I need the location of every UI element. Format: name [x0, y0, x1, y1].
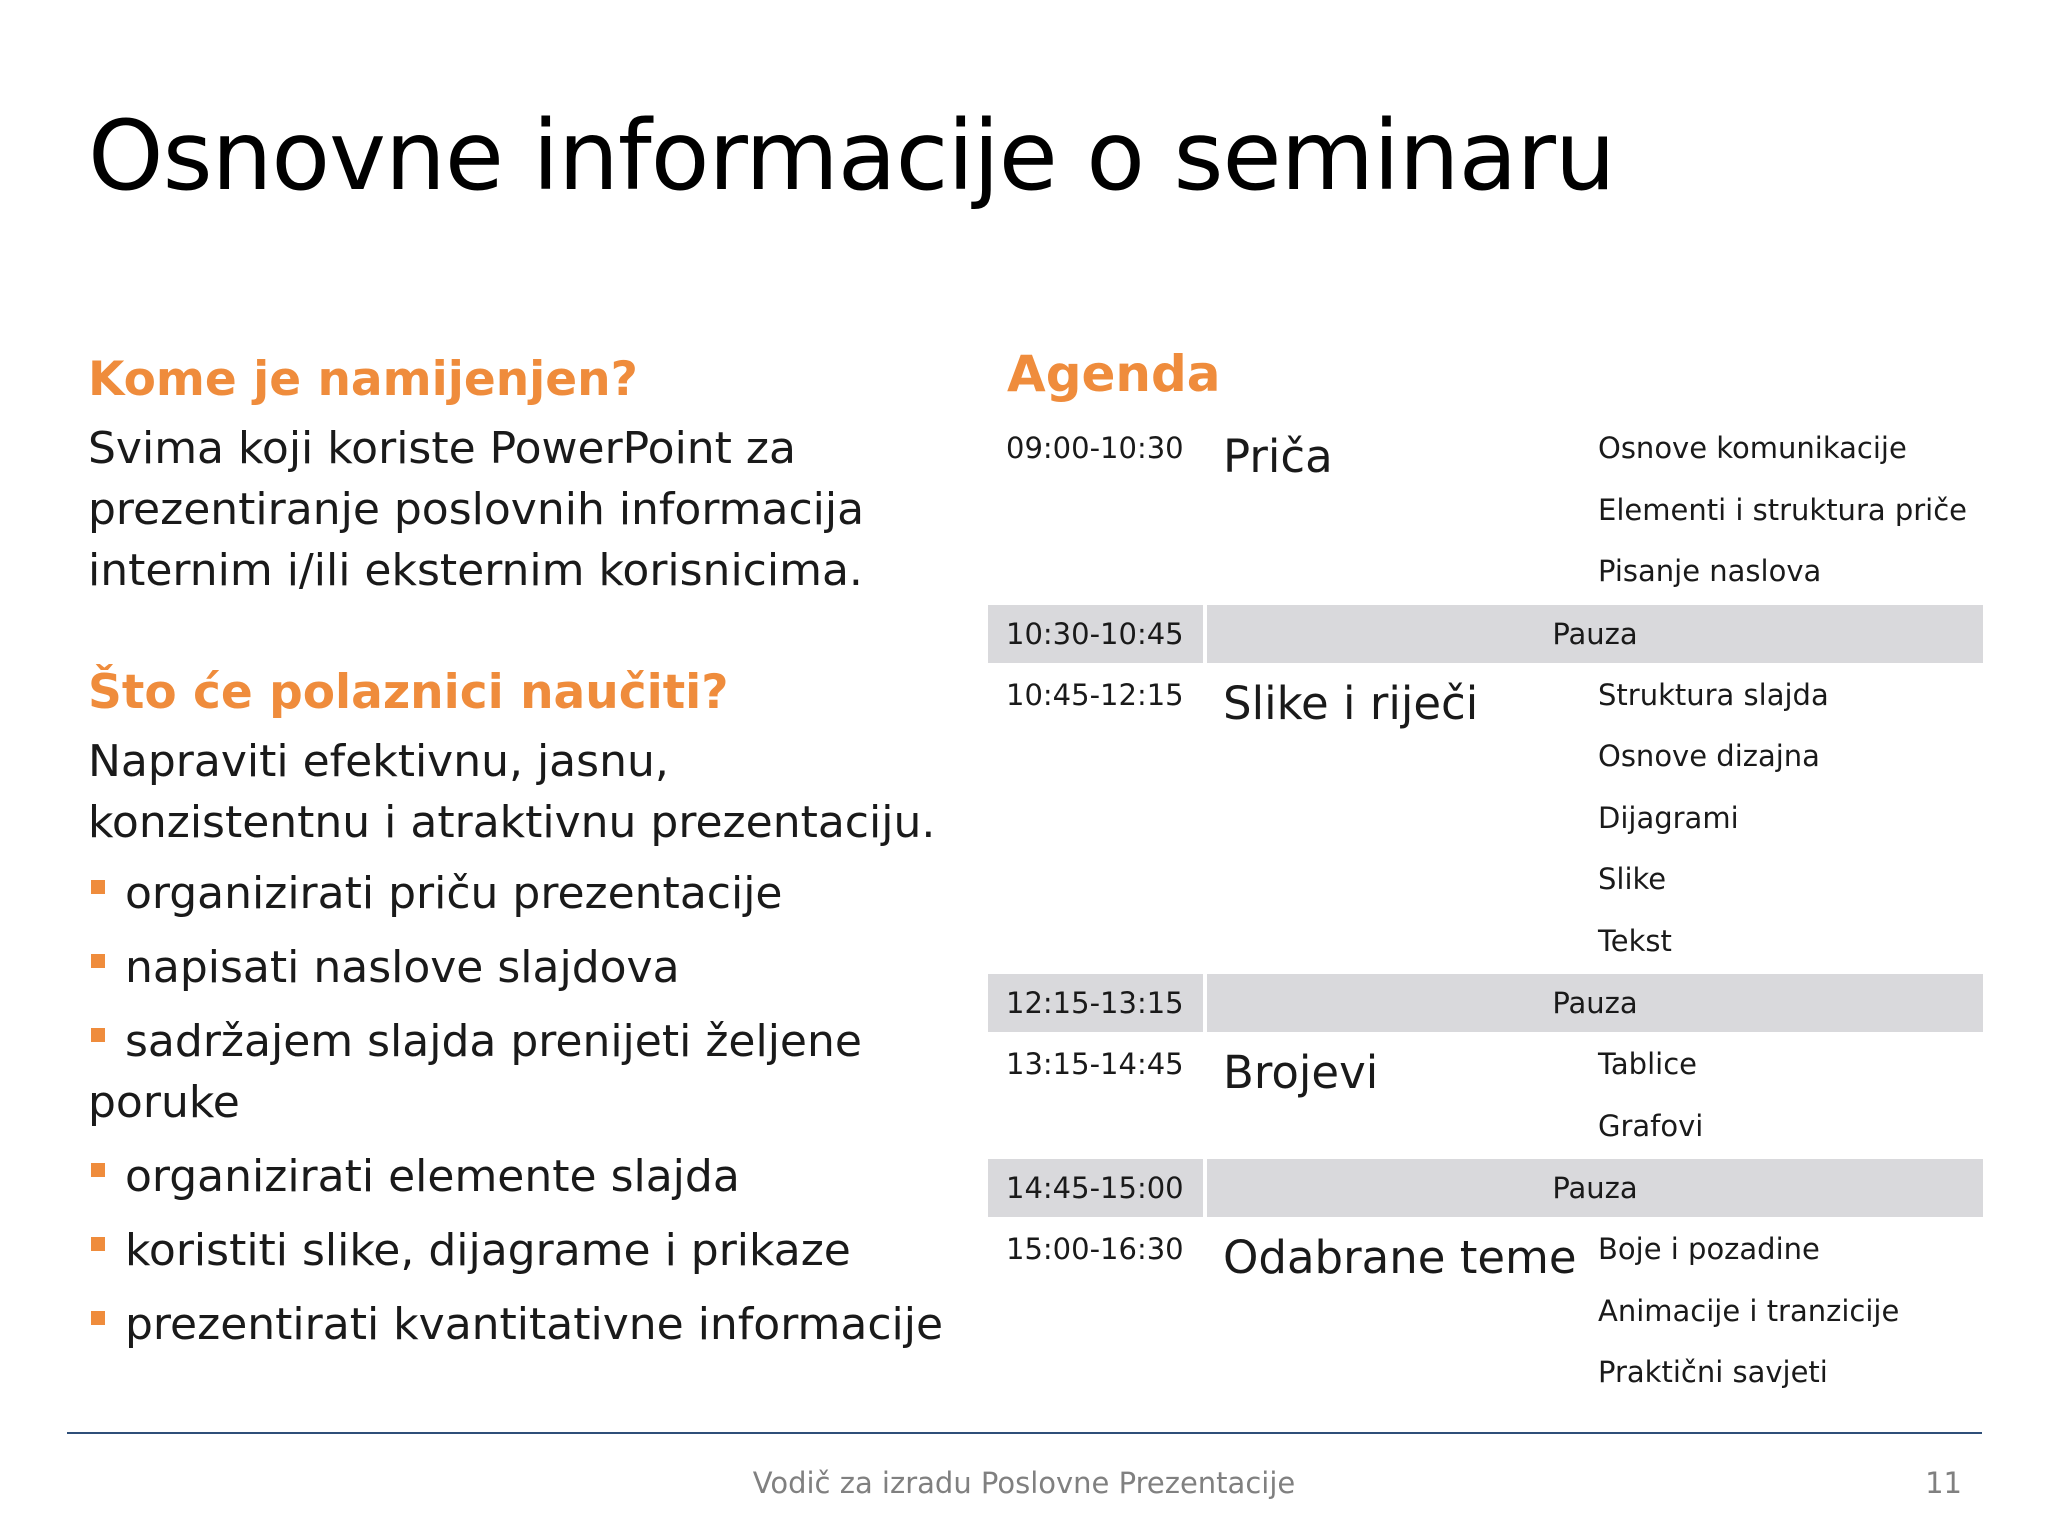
list-item-text: prezentirati kvantitativne informacije	[125, 1299, 944, 1350]
list-item-text: sadržajem slajda prenijeti željene poruke	[88, 1016, 862, 1128]
agenda-break	[988, 605, 1983, 663]
learning-text: Napraviti efektivnu, jasnu, konzistentnu i atraktivnu prezentaciju.	[88, 736, 936, 848]
session-topic: Brojevi	[1223, 1046, 1379, 1099]
subtopic: Grafovi	[1598, 1108, 1704, 1143]
subtopic: Pisanje naslova	[1598, 554, 1822, 588]
agenda-session	[988, 1034, 1983, 1157]
subtopic: Tekst	[1598, 923, 1672, 958]
break-label: Pauza	[1207, 974, 1983, 1032]
page-number: 11	[1925, 1466, 1962, 1500]
session-subtopics	[1583, 1219, 1983, 1404]
square-bullet-icon	[91, 880, 105, 894]
subtopic: Praktični savjeti	[1598, 1355, 1828, 1389]
break-label: Pauza	[1207, 605, 1983, 663]
subtopic: Dijagrami	[1598, 800, 1739, 835]
footer-divider	[67, 1432, 1982, 1434]
session-time: 10:45-12:15	[1006, 677, 1184, 712]
list-item	[88, 1146, 958, 1207]
learning-heading: Što će polaznici naučiti?	[88, 665, 729, 720]
break-time: 14:45-15:00	[988, 1159, 1203, 1217]
slide-title: Osnovne informacije o seminaru	[88, 100, 1615, 212]
break-time: 10:30-10:45	[988, 605, 1203, 663]
subtopic: Slike	[1598, 862, 1667, 896]
list-item-text: napisati naslove slajdova	[125, 942, 680, 993]
footer-text: Vodič za izradu Poslovne Prezentacije	[752, 1466, 1296, 1500]
subtopic: Tablice	[1598, 1047, 1697, 1081]
square-bullet-icon	[91, 954, 105, 968]
subtopic: Boje i pozadine	[1598, 1232, 1820, 1266]
agenda-session	[988, 418, 1983, 603]
subtopic: Osnove komunikacije	[1598, 431, 1907, 465]
subtopic: Elementi i struktura priče	[1598, 492, 1968, 527]
agenda-table	[988, 418, 1983, 1404]
list-item	[88, 1220, 958, 1281]
subtopic: Animacije i tranzicije	[1598, 1293, 1900, 1328]
list-item-text: organizirati priču prezentacije	[125, 868, 783, 919]
session-subtopics	[1583, 1034, 1983, 1157]
list-item	[88, 1294, 958, 1355]
session-time: 09:00-10:30	[1006, 431, 1184, 465]
session-time: 15:00-16:30	[1006, 1232, 1184, 1266]
square-bullet-icon	[91, 1028, 105, 1042]
session-subtopics	[1583, 665, 1983, 973]
subtopic: Struktura slajda	[1598, 677, 1829, 712]
session-topic: Odabrane teme	[1223, 1231, 1577, 1284]
list-item	[88, 937, 958, 998]
agenda-session	[988, 665, 1983, 973]
list-item-text: koristiti slike, dijagrame i prikaze	[125, 1225, 851, 1276]
audience-section	[88, 350, 958, 1368]
agenda-break	[988, 974, 1983, 1032]
session-topic: Priča	[1223, 430, 1333, 483]
subtopic: Osnove dizajna	[1598, 739, 1820, 773]
agenda-break	[988, 1159, 1983, 1217]
list-item	[88, 1011, 958, 1133]
agenda-heading: Agenda	[1007, 345, 1221, 403]
square-bullet-icon	[91, 1237, 105, 1251]
session-time: 13:15-14:45	[1006, 1047, 1184, 1081]
list-item	[88, 863, 958, 924]
break-time: 12:15-13:15	[988, 974, 1203, 1032]
square-bullet-icon	[91, 1163, 105, 1177]
break-label: Pauza	[1207, 1159, 1983, 1217]
session-topic: Slike i riječi	[1223, 676, 1479, 730]
agenda-session	[988, 1219, 1983, 1404]
session-subtopics	[1583, 418, 1983, 603]
audience-text: Svima koji koriste PowerPoint za prezentiranje poslovnih informacija internim i/ili eksternim korisnicima.	[88, 423, 865, 596]
list-item-text: organizirati elemente slajda	[125, 1151, 740, 1202]
audience-heading: Kome je namijenjen?	[88, 352, 638, 407]
learning-list	[88, 863, 958, 1355]
square-bullet-icon	[91, 1311, 105, 1325]
